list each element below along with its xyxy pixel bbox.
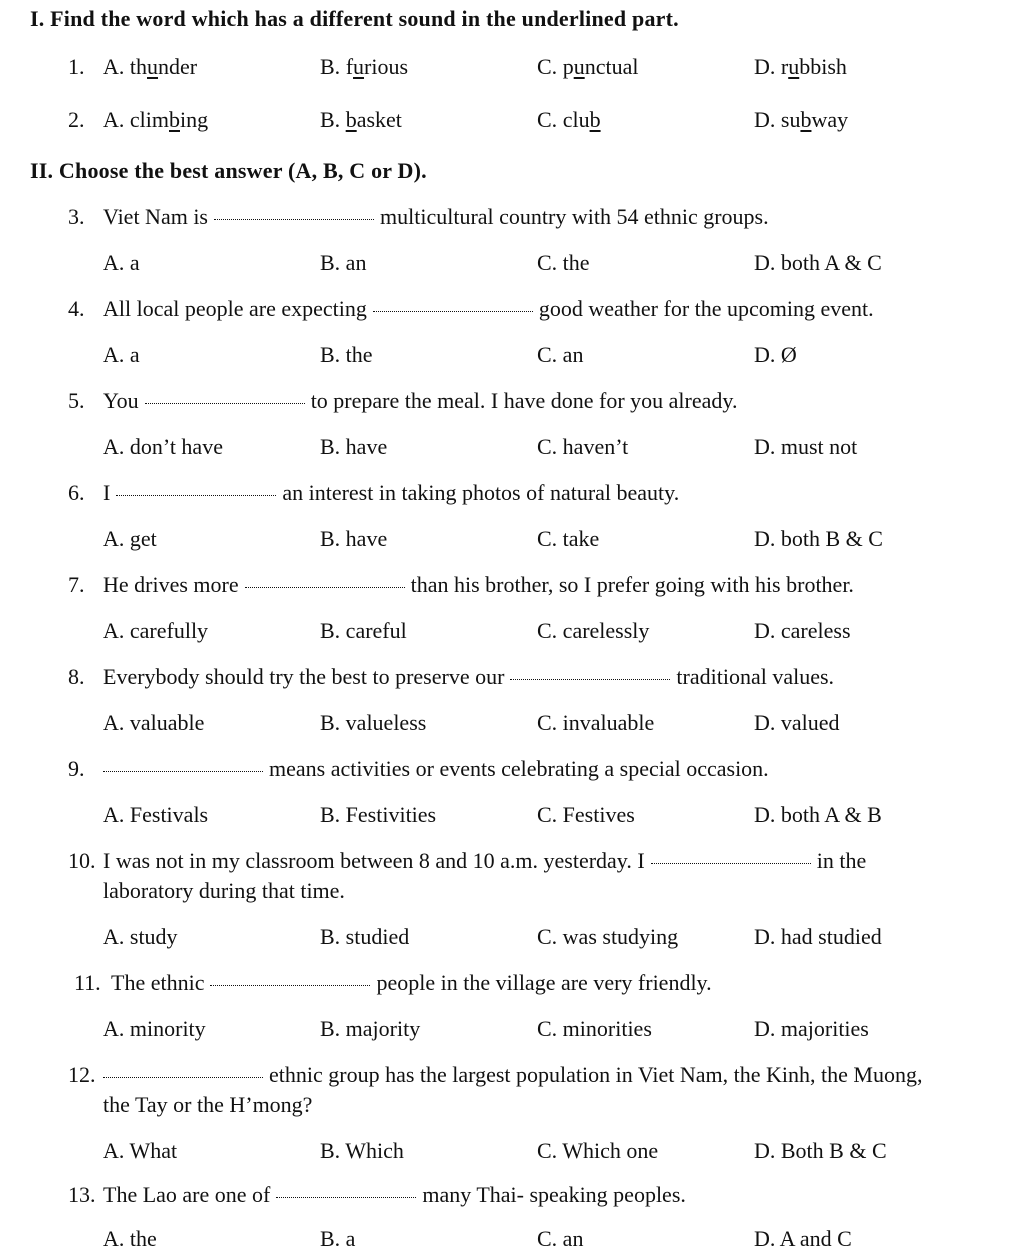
question-text: Viet Nam is multicultural country with 54 ethnic groups.: [103, 204, 769, 229]
option-c[interactable]: C. an: [537, 1226, 584, 1251]
question-text-continued: laboratory during that time.: [103, 878, 345, 903]
option-a[interactable]: A. study: [103, 924, 178, 949]
question-text: means activities or events celebrating a special occasion.: [103, 756, 769, 782]
option-d[interactable]: D. A and C: [754, 1226, 852, 1251]
option-c[interactable]: C. Festives: [537, 802, 635, 827]
option-b[interactable]: B. have: [320, 526, 388, 551]
option-b[interactable]: B. careful: [320, 618, 407, 643]
option-d[interactable]: D. had studied: [754, 924, 882, 949]
option-d[interactable]: D. majorities: [754, 1016, 869, 1041]
answer-blank[interactable]: [373, 311, 533, 312]
question-number: 7.: [68, 572, 85, 597]
option-c[interactable]: C. invaluable: [537, 710, 655, 735]
option-a[interactable]: A. a: [103, 342, 140, 367]
question-text: Everybody should try the best to preserve our traditional values.: [103, 664, 835, 689]
option-d[interactable]: D. both A & C: [754, 250, 882, 275]
option-c[interactable]: C. an: [537, 342, 584, 367]
option-b[interactable]: B. studied: [320, 924, 410, 949]
answer-blank[interactable]: [145, 403, 305, 404]
option-c[interactable]: C. take: [537, 526, 600, 551]
section-2-title: II. Choose the best answer (A, B, C or D).: [30, 158, 427, 183]
question-number: 1.: [68, 54, 85, 79]
option-c[interactable]: C. club: [537, 107, 601, 132]
question-text: He drives more than his brother, so I prefer going with his brother.: [103, 572, 854, 597]
question-text: The Lao are one of many Thai- speaking peoples.: [103, 1182, 686, 1207]
option-b[interactable]: B. have: [320, 434, 388, 459]
answer-blank[interactable]: [103, 1077, 263, 1078]
option-a[interactable]: A. the: [103, 1226, 157, 1251]
answer-blank[interactable]: [651, 863, 811, 864]
option-a[interactable]: A. climbing: [103, 107, 209, 132]
option-a[interactable]: A. What: [103, 1138, 178, 1163]
option-b[interactable]: B. the: [320, 342, 373, 367]
question-number: 12.: [68, 1062, 96, 1087]
question-number: 3.: [68, 204, 85, 229]
question-number: 4.: [68, 296, 85, 321]
option-c[interactable]: C. was studying: [537, 924, 679, 949]
option-c[interactable]: C. Which one: [537, 1138, 659, 1163]
option-a[interactable]: A. a: [103, 250, 140, 275]
option-a[interactable]: A. don’t have: [103, 434, 223, 459]
question-number: 9.: [68, 756, 85, 781]
option-d[interactable]: D. careless: [754, 618, 851, 643]
answer-blank[interactable]: [510, 679, 670, 680]
option-b[interactable]: B. majority: [320, 1016, 421, 1041]
question-text: The ethnic people in the village are very friendly.: [111, 970, 712, 995]
option-a[interactable]: A. thunder: [103, 54, 198, 79]
question-text: I was not in my classroom between 8 and 10 a.m. yesterday. I in the: [103, 848, 867, 873]
option-d[interactable]: D. rubbish: [754, 54, 847, 79]
option-d[interactable]: D. subway: [754, 107, 849, 132]
option-c[interactable]: C. minorities: [537, 1016, 652, 1041]
question-text: ethnic group has the largest population in Viet Nam, the Kinh, the Muong,: [103, 1062, 922, 1088]
option-a[interactable]: A. Festivals: [103, 802, 209, 827]
option-a[interactable]: A. valuable: [103, 710, 205, 735]
option-b[interactable]: B. basket: [320, 107, 402, 132]
question-number: 13.: [68, 1182, 96, 1207]
option-c[interactable]: C. punctual: [537, 54, 639, 79]
option-b[interactable]: B. Which: [320, 1138, 404, 1163]
option-d[interactable]: D. both B & C: [754, 526, 883, 551]
answer-blank[interactable]: [103, 771, 263, 772]
option-b[interactable]: B. Festivities: [320, 802, 437, 827]
question-text: You to prepare the meal. I have done for you already.: [103, 388, 738, 413]
option-d[interactable]: D. Ø: [754, 342, 797, 367]
option-a[interactable]: A. minority: [103, 1016, 206, 1041]
question-text-continued: the Tay or the H’mong?: [103, 1092, 313, 1117]
answer-blank[interactable]: [214, 219, 374, 220]
option-b[interactable]: B. an: [320, 250, 367, 275]
section-1-title: I. Find the word which has a different sound in the underlined part.: [30, 6, 679, 31]
answer-blank[interactable]: [116, 495, 276, 496]
option-d[interactable]: D. Both B & C: [754, 1138, 887, 1163]
answer-blank[interactable]: [245, 587, 405, 588]
option-c[interactable]: C. carelessly: [537, 618, 650, 643]
answer-blank[interactable]: [210, 985, 370, 986]
option-d[interactable]: D. must not: [754, 434, 858, 459]
question-number: 11.: [74, 970, 101, 995]
option-b[interactable]: B. valueless: [320, 710, 427, 735]
option-c[interactable]: C. haven’t: [537, 434, 629, 459]
question-number: 5.: [68, 388, 85, 413]
option-a[interactable]: A. carefully: [103, 618, 209, 643]
question-number: 6.: [68, 480, 85, 505]
option-c[interactable]: C. the: [537, 250, 590, 275]
question-number: 10.: [68, 848, 96, 873]
option-b[interactable]: B. a: [320, 1226, 356, 1251]
answer-blank[interactable]: [276, 1197, 416, 1198]
option-b[interactable]: B. furious: [320, 54, 409, 79]
option-a[interactable]: A. get: [103, 526, 157, 551]
question-number: 2.: [68, 107, 85, 132]
option-d[interactable]: D. valued: [754, 710, 840, 735]
option-d[interactable]: D. both A & B: [754, 802, 882, 827]
question-number: 8.: [68, 664, 85, 689]
question-text: All local people are expecting good weather for the upcoming event.: [103, 296, 874, 321]
question-text: I an interest in taking photos of natural beauty.: [103, 480, 680, 505]
